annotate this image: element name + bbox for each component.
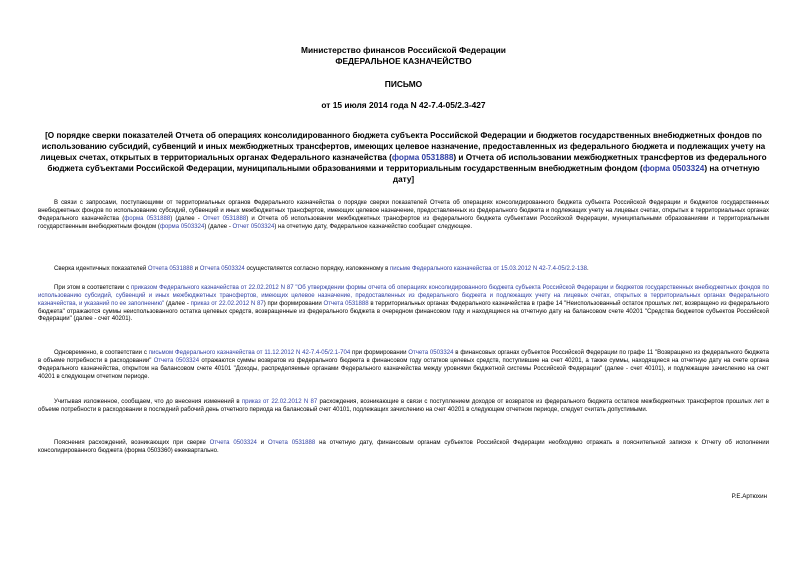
title-text: [О порядке сверки показателей Отчета об операциях консолидированного бюджета субъекта Российской Федерации и бюджетов государственных внебюджетных фондов по использованию субсидий, субвенций и иных межбюджетных трансфертов, имеющих целевое назначение, предоставленных из федерального бюджета и подлежащих учету на лицевых счетах, открытых в территориальных органах Федерального казначейства ( bbox=[40, 131, 766, 163]
document-title bbox=[38, 130, 769, 185]
paragraph-text: расхождения, возникающие в связи с поступлением доходов от возвратов из федерального бюджета остатков межбюджетных трансфертов прошлых лет в объеме потребности в расходовании в последний рабочий день отчетного периода на балансовый счет 40101, подлежащих зачислению на счет 40201 в следующем отчетном периоде, следует считать допустимыми. bbox=[38, 399, 769, 413]
link-report-0531888[interactable]: Отчета 0531888 bbox=[268, 440, 316, 446]
link-report-0503324[interactable]: Отчета 0503324 bbox=[209, 440, 257, 446]
paragraph-text: в территориальных органах Федерального казначейства в графе 14 "Неиспользованный остаток прошлых лет, возвращено из федерального бюджета" отражаются суммы неиспользованного остатка целевых средств, возвращенные из федерального бюджета в очередном финансовом году и находящиеся на отчетную дату на балансовом счете 40201 "Средства бюджетов субъектов Российской Федерации" (далее - счет 40201). bbox=[38, 300, 770, 323]
paragraph-text: отражаются суммы возвратов из федерального бюджета в финансовом году остатков целевых средств, поступившие на счет 40201, а также суммы, находящиеся на отчетную дату на счете органа Федерального казначейства, открытом на балансовом счете 40101 "Доходы, распределяемые органами Федерального казначейства между уровнями бюджетной системы Российской Федерации" (далее - счет 40101), и подлежащие зачислению на счет 40201 в следующем отчетном периоде. bbox=[38, 357, 769, 380]
link-letter-11-12-2012[interactable]: письмом Федерального казначейства от 11.12.2012 N 42-7.4-05/2.1-704 bbox=[148, 350, 351, 356]
link-report-0531888[interactable]: Отчета 0531888 bbox=[147, 266, 193, 272]
paragraph-text: осуществляется согласно порядку, изложенному в bbox=[244, 266, 390, 272]
paragraph-intro bbox=[38, 200, 769, 231]
link-report-0503324[interactable]: Отчет 0503324 bbox=[232, 223, 275, 230]
link-form-0503324[interactable]: форма 0503324 bbox=[159, 223, 205, 230]
signature: Р.Е.Артюхин bbox=[731, 493, 767, 500]
link-report-0531888[interactable]: Отчет 0531888 bbox=[202, 215, 247, 222]
paragraph-text: и bbox=[192, 266, 200, 272]
paragraph-text: Сверка идентичных показателей bbox=[54, 266, 148, 272]
link-report-0503324[interactable]: Отчета 0503324 bbox=[408, 350, 454, 356]
agency-name: ФЕДЕРАЛЬНОЕ КАЗНАЧЕЙСТВО bbox=[335, 56, 472, 66]
paragraph-text: Учитывая изложенное, сообщаем, что до внесения изменений в bbox=[54, 399, 242, 405]
paragraph-reconciliation bbox=[38, 266, 769, 274]
paragraph-text: ) и Отчета об использовании межбюджетных трансфертов из федерального бюджета субъектами Российской Федерации, муниципальными образованиями и территориальным государственным внебюджетным фондом ( bbox=[38, 215, 769, 230]
paragraph-text: Одновременно, в соответствии с bbox=[54, 350, 149, 356]
paragraph-text: в финансовых органах субъектов Российской Федерации по графе 11 "Возвращено из федерального бюджета в объеме потребности в расходовании" bbox=[38, 350, 769, 364]
paragraph-text: ) (далее - bbox=[170, 215, 203, 222]
paragraph-text: и bbox=[256, 440, 269, 446]
title-text: ) на отчетную дату] bbox=[392, 164, 760, 185]
paragraph-conclusion bbox=[38, 399, 769, 415]
paragraph-text: ) при формировании bbox=[263, 300, 324, 307]
link-form-0503324[interactable]: форма 0503324 bbox=[642, 164, 705, 174]
paragraph-text: ) на отчетную дату, Федеральное казначейство сообщает следующее. bbox=[274, 223, 473, 230]
paragraph-order-87 bbox=[38, 285, 769, 324]
ministry-name: Министерство финансов Российской Федерации bbox=[301, 45, 506, 55]
document-type: ПИСЬМО bbox=[384, 79, 423, 89]
paragraph-text: Пояснения расхождений, возникающих при сверке bbox=[54, 440, 210, 446]
paragraph-text: . bbox=[586, 266, 589, 272]
link-letter-15-03-2012[interactable]: письме Федерального казначейства от 15.03.2012 N 42-7.4-05/2.2-138 bbox=[389, 266, 587, 272]
link-report-0503324[interactable]: Отчета 0503324 bbox=[153, 357, 200, 364]
link-form-0531888[interactable]: форма 0531888 bbox=[124, 215, 171, 222]
paragraph-letter-704 bbox=[38, 350, 769, 381]
document-reference: от 15 июля 2014 года N 42-7.4-05/2.3-427 bbox=[321, 100, 486, 110]
paragraph-text: при формировании bbox=[350, 350, 409, 356]
title-text: ) и Отчета об использовании межбюджетных трансфертов из федерального бюджета субъектами Российской Федерации, муниципальными образованиями и территориальным государственным внебюджетным фондом ( bbox=[47, 153, 767, 174]
paragraph-text: (далее - bbox=[164, 300, 191, 307]
link-form-0531888[interactable]: форма 0531888 bbox=[391, 153, 454, 163]
link-order-87[interactable]: приказ от 22.02.2012 N 87 bbox=[241, 399, 318, 405]
paragraph-text: При этом в соответствии с bbox=[54, 285, 131, 291]
link-report-0531888[interactable]: Отчета 0531888 bbox=[323, 300, 369, 307]
link-report-0503324[interactable]: Отчета 0503324 bbox=[199, 266, 245, 272]
paragraph-text: В связи с запросами, поступающими от территориальных органов Федерального казначейства о порядке сверки показателей Отчета об операциях консолидированного бюджета субъекта Российской Федерации и бюджетов государственных внебюджетных фондов по использованию субсидий, субвенций и иных межбюджетных трансфертов, имеющих целевое назначение, предоставленных из федерального бюджета и подлежащих учету на лицевых счетах, открытых в территориальных органах Федерального казначейства ( bbox=[38, 200, 769, 222]
paragraph-text: на отчетную дату, финансовым органам субъектов Российской Федерации необходимо отражать в пояснительной записке к Отчету об исполнении консолидированного бюджета (форма 0503360) ежеквартально. bbox=[38, 440, 769, 454]
link-order-87-full[interactable]: приказом Федерального казначейства от 22.02.2012 N 87 "Об утверждении формы отчета об операциях консолидированного бюджета субъекта Российской Федерации и бюджетов государственных внебюджетных фондов по использованию субсидий, субвенций и иных межбюджетных трансфертов, имеющих целевое назначение, предоставленных из федерального бюджета и подлежащих учету на лицевых счетах, открытых в территориальных органах Федерального казначейства, и указаний по ее заполнению" bbox=[38, 285, 769, 307]
paragraph-text: ) (далее - bbox=[204, 223, 233, 230]
link-order-87[interactable]: приказ от 22.02.2012 N 87 bbox=[190, 300, 264, 307]
paragraph-explanations bbox=[38, 440, 769, 456]
